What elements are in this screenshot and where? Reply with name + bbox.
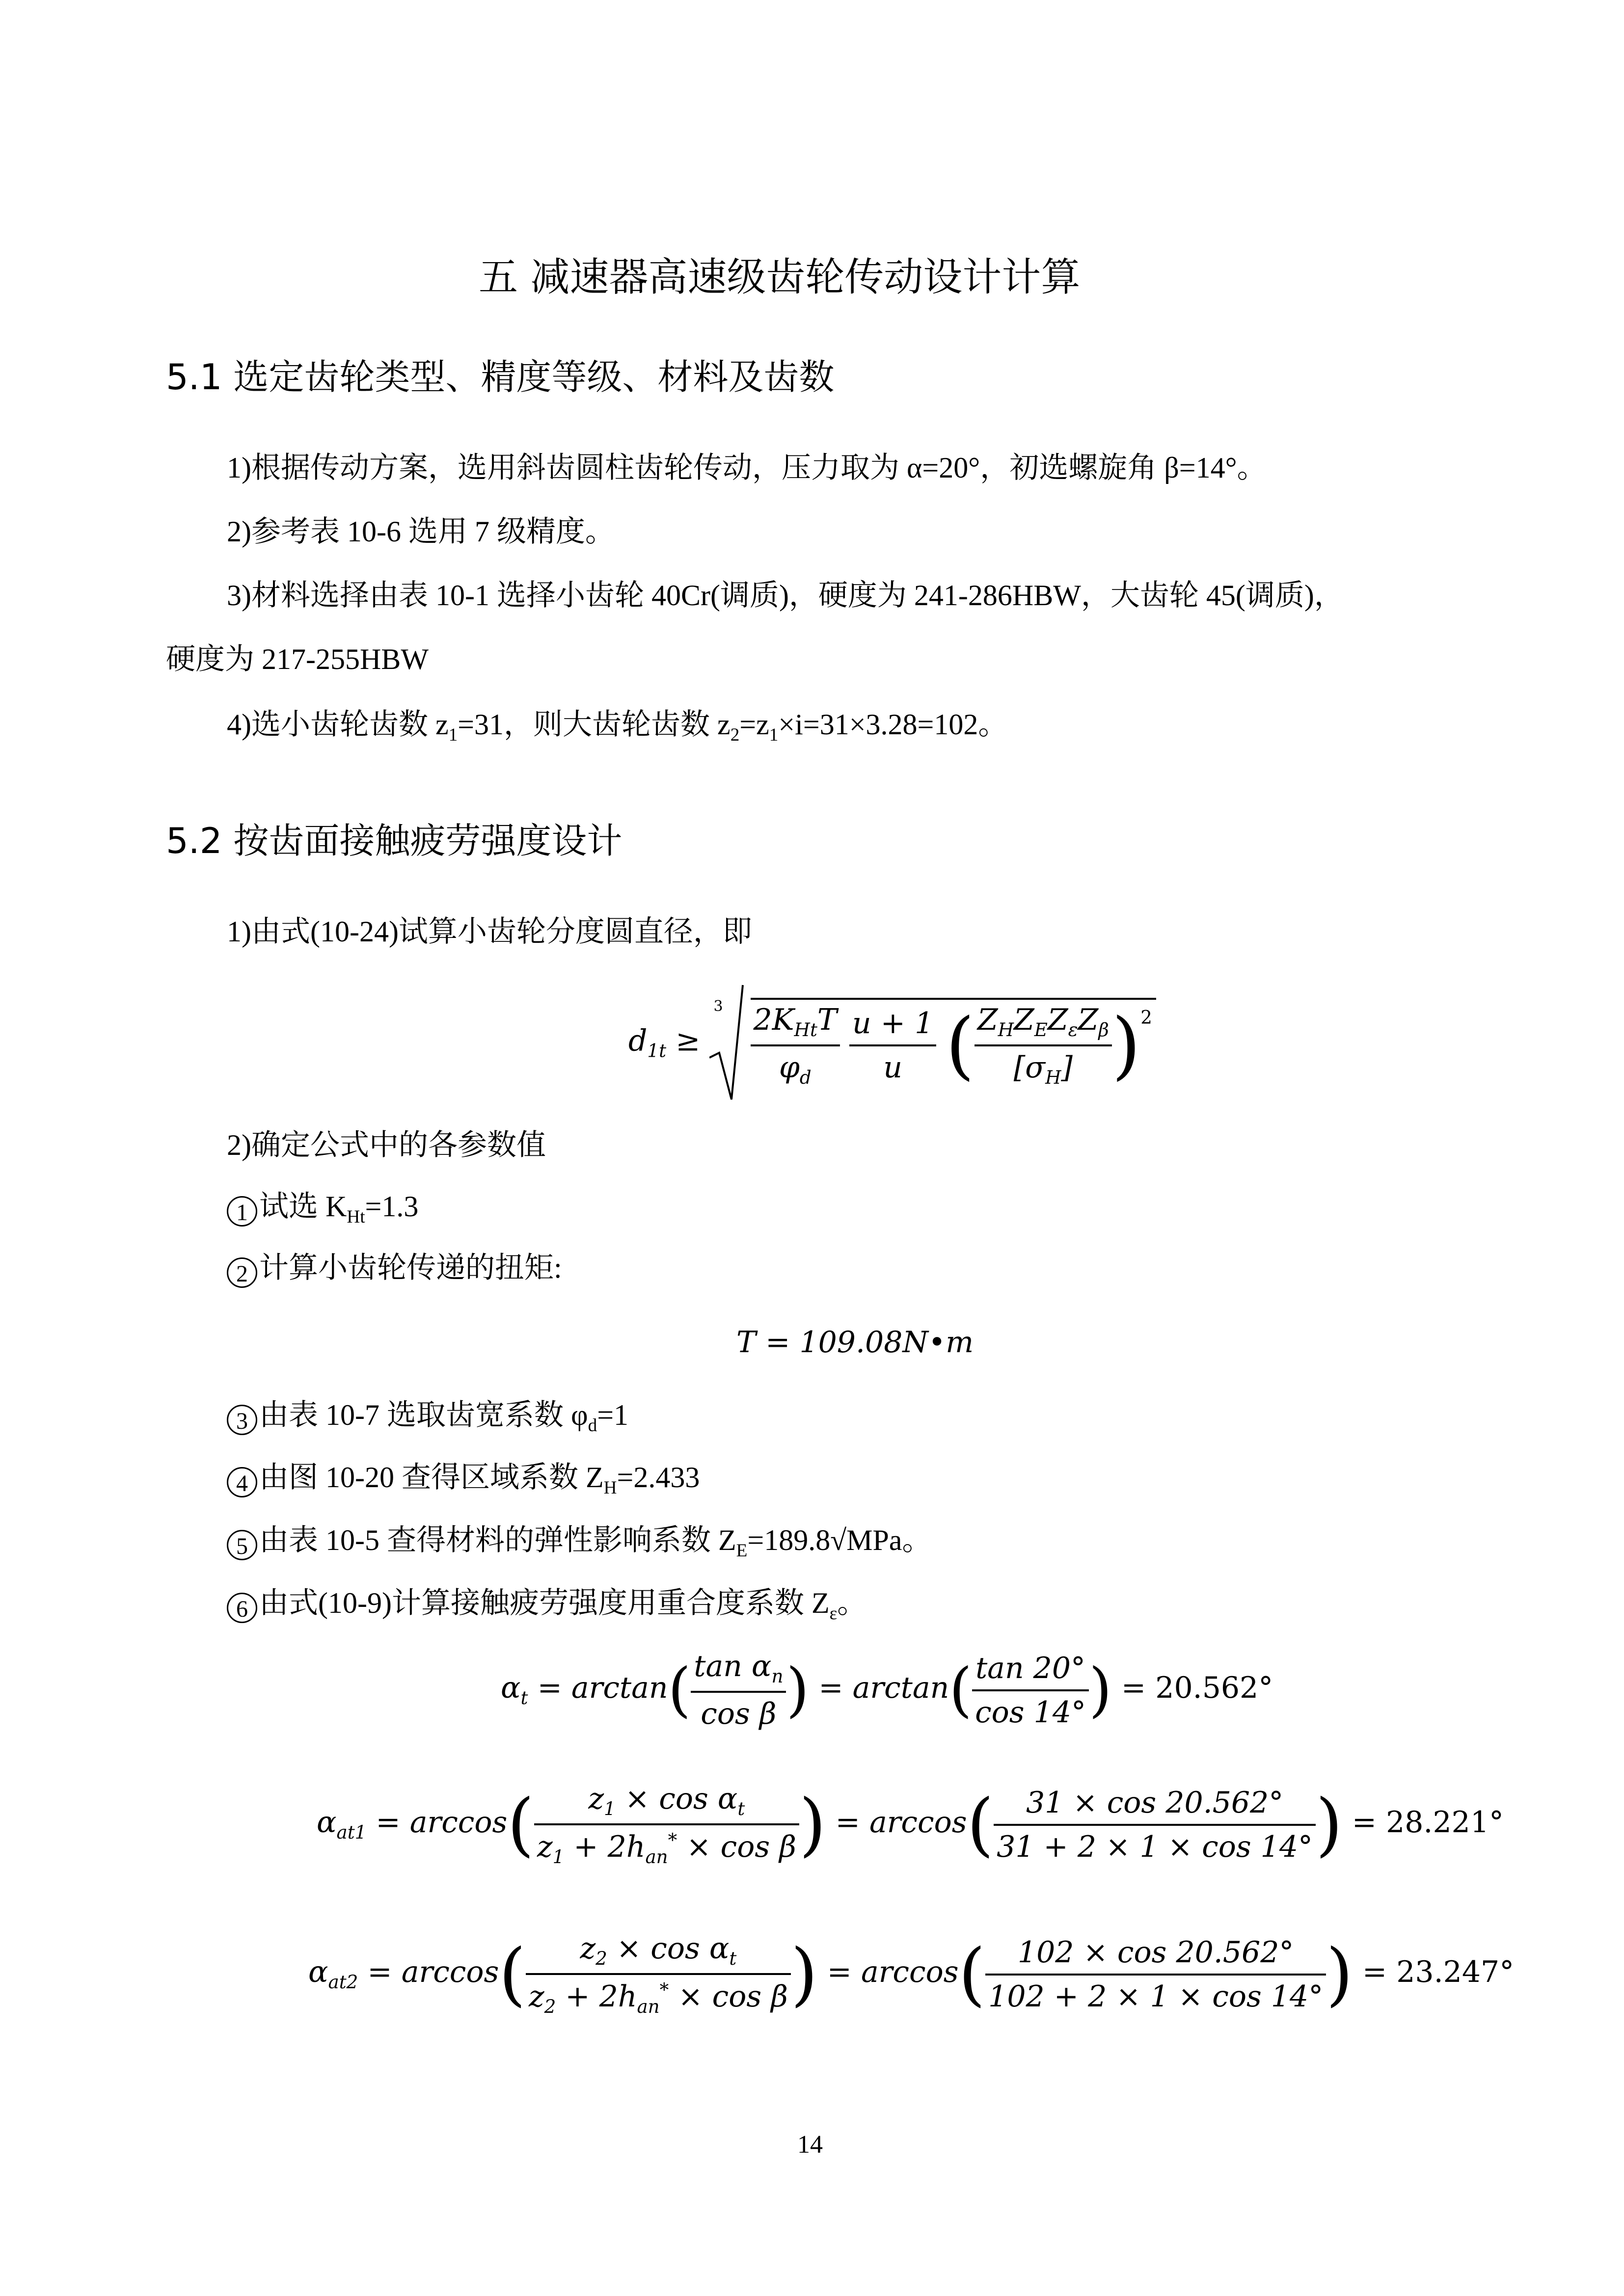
- circled-number-5: 5: [227, 1530, 257, 1560]
- chapter-title: 五 减速器高速级齿轮传动设计计算: [479, 254, 1081, 300]
- list-item-4: 4 由图 10-20 查得区域系数 $Z_H=2.433$: [227, 1454, 700, 1498]
- equation-alpha-t: $\alpha_t = \arctan$( $\frac{\tan \alpha_n}{\text{cos β}}$ ) = arctan( $\frac{\tan 20^\circ}{\cos 14^\circ}$ ) = 20.562°: [501, 1649, 1273, 1731]
- fraction-z2-symbolic: $\frac{z_2 \times \cos \alpha_t}{z_2 + 2h_{an}^* \times \cos \beta}$: [526, 1931, 791, 2017]
- section-heading-5-1: 5.1 选定齿轮类型、精度等级、材料及齿数: [166, 356, 835, 398]
- section-heading-5-2: 5.2 按齿面接触疲劳强度设计: [166, 820, 623, 861]
- list-item-1: 1 试选 $K_{Ht}=1.3$: [227, 1183, 418, 1228]
- equation-d1t: $d_{1t}$ ≥ 3 $\frac{2K_{Ht}T}{\varphi_d}$ $\frac{u + 1}{u}$ ( $\frac{Z_HZ_EZ_\varepsilon Z_\beta}{[\sigma_H]}$ )$^2$: [628, 984, 1156, 1102]
- paragraph-5-1-4: 4)选小齿轮齿数 $z_1=31$，则大齿轮齿数 $z_2=z_1\times i=31\times 3.28=102$。: [227, 708, 1008, 745]
- fraction-z-sigma: $\frac{Z_HZ_EZ_\varepsilon Z_\beta}{[\sigma_H]}$: [974, 1003, 1112, 1088]
- paragraph-5-1-3a: 3)材料选择由表 10-1 选择小齿轮 40Cr(调质)，硬度为 241-286HBW，大齿轮 45(调质)，: [227, 579, 1344, 612]
- fraction-z1-symbolic: $\frac{z_1 \times \cos \alpha_t}{z_1 + 2h_{an}^* \times \cos \beta}$: [534, 1782, 799, 1868]
- fraction-tan-cos-numeric: $\frac{\tan 20^\circ}{\cos 14^\circ}$: [972, 1651, 1089, 1730]
- paragraph-5-1-3b: 硬度为 217-255HBW: [166, 643, 429, 675]
- fraction-tan-cos-symbolic: $\frac{\tan \alpha_n}{\text{cos β}}$: [691, 1649, 786, 1731]
- circled-number-4: 4: [227, 1467, 257, 1497]
- equation-alpha-at2: $\alpha_{at2} = \arccos$( $\frac{z_2 \times \cos \alpha_t}{z_2 + 2h_{an}^* \times \cos \beta}$ ) = arccos( $\frac{102 \times \cos 20.562^\circ}{102 + 2 \times 1 \times \cos 14^\circ}$ ) = 23.247°: [308, 1931, 1515, 2017]
- page-number: 14: [797, 2131, 823, 2159]
- fraction-u-plus-1: $\frac{u + 1}{u}$: [849, 1006, 936, 1085]
- list-item-6: 6 由式(10-9)计算接触疲劳强度用重合度系数 $Z_\varepsilon$。: [227, 1579, 866, 1624]
- equation-torque: T = 109.08N•m: [736, 1325, 974, 1360]
- list-item-5: 5 由表 10-5 查得材料的弹性影响系数 $Z_E=189.8√MPa$。: [227, 1517, 931, 1561]
- list-item-3: 3 由表 10-7 选取齿宽系数 $\varphi_d=1$: [227, 1391, 628, 1436]
- paragraph-5-2-2: 2)确定公式中的各参数值: [227, 1129, 546, 1161]
- circled-number-1: 1: [227, 1196, 257, 1227]
- circled-number-3: 3: [227, 1405, 257, 1435]
- equation-alpha-at1: $\alpha_{at1} = \arccos$( $\frac{z_1 \times \cos \alpha_t}{z_1 + 2h_{an}^* \times \cos \beta}$ ) = arccos( $\frac{31 \times \cos 20.562^\circ}{31 + 2 \times 1 \times \cos 14^\circ}$ ) = 28.221°: [317, 1782, 1504, 1868]
- paragraph-5-1-1: 1)根据传动方案，选用斜齿圆柱齿轮传动，压力取为 α=20°，初选螺旋角 β=14°。: [227, 452, 1267, 484]
- fraction-z1-numeric: $\frac{31 \times \cos 20.562^\circ}{31 + 2 \times 1 \times \cos 14^\circ}$: [994, 1786, 1316, 1864]
- circled-number-2: 2: [227, 1257, 257, 1288]
- paragraph-5-1-2: 2)参考表 10-6 选用 7 级精度。: [227, 515, 615, 548]
- circled-number-6: 6: [227, 1593, 257, 1623]
- list-item-2: 2 计算小齿轮传递的扭矩:: [227, 1244, 562, 1288]
- fraction-z2-numeric: $\frac{102 \times \cos 20.562^\circ}{102 + 2 \times 1 \times \cos 14^\circ}$: [985, 1935, 1326, 2014]
- fraction-2kht-t: $\frac{2K_{Ht}T}{\varphi_d}$: [751, 1003, 840, 1088]
- paragraph-5-2-1: 1)由式(10-24)试算小齿轮分度圆直径，即: [227, 915, 752, 948]
